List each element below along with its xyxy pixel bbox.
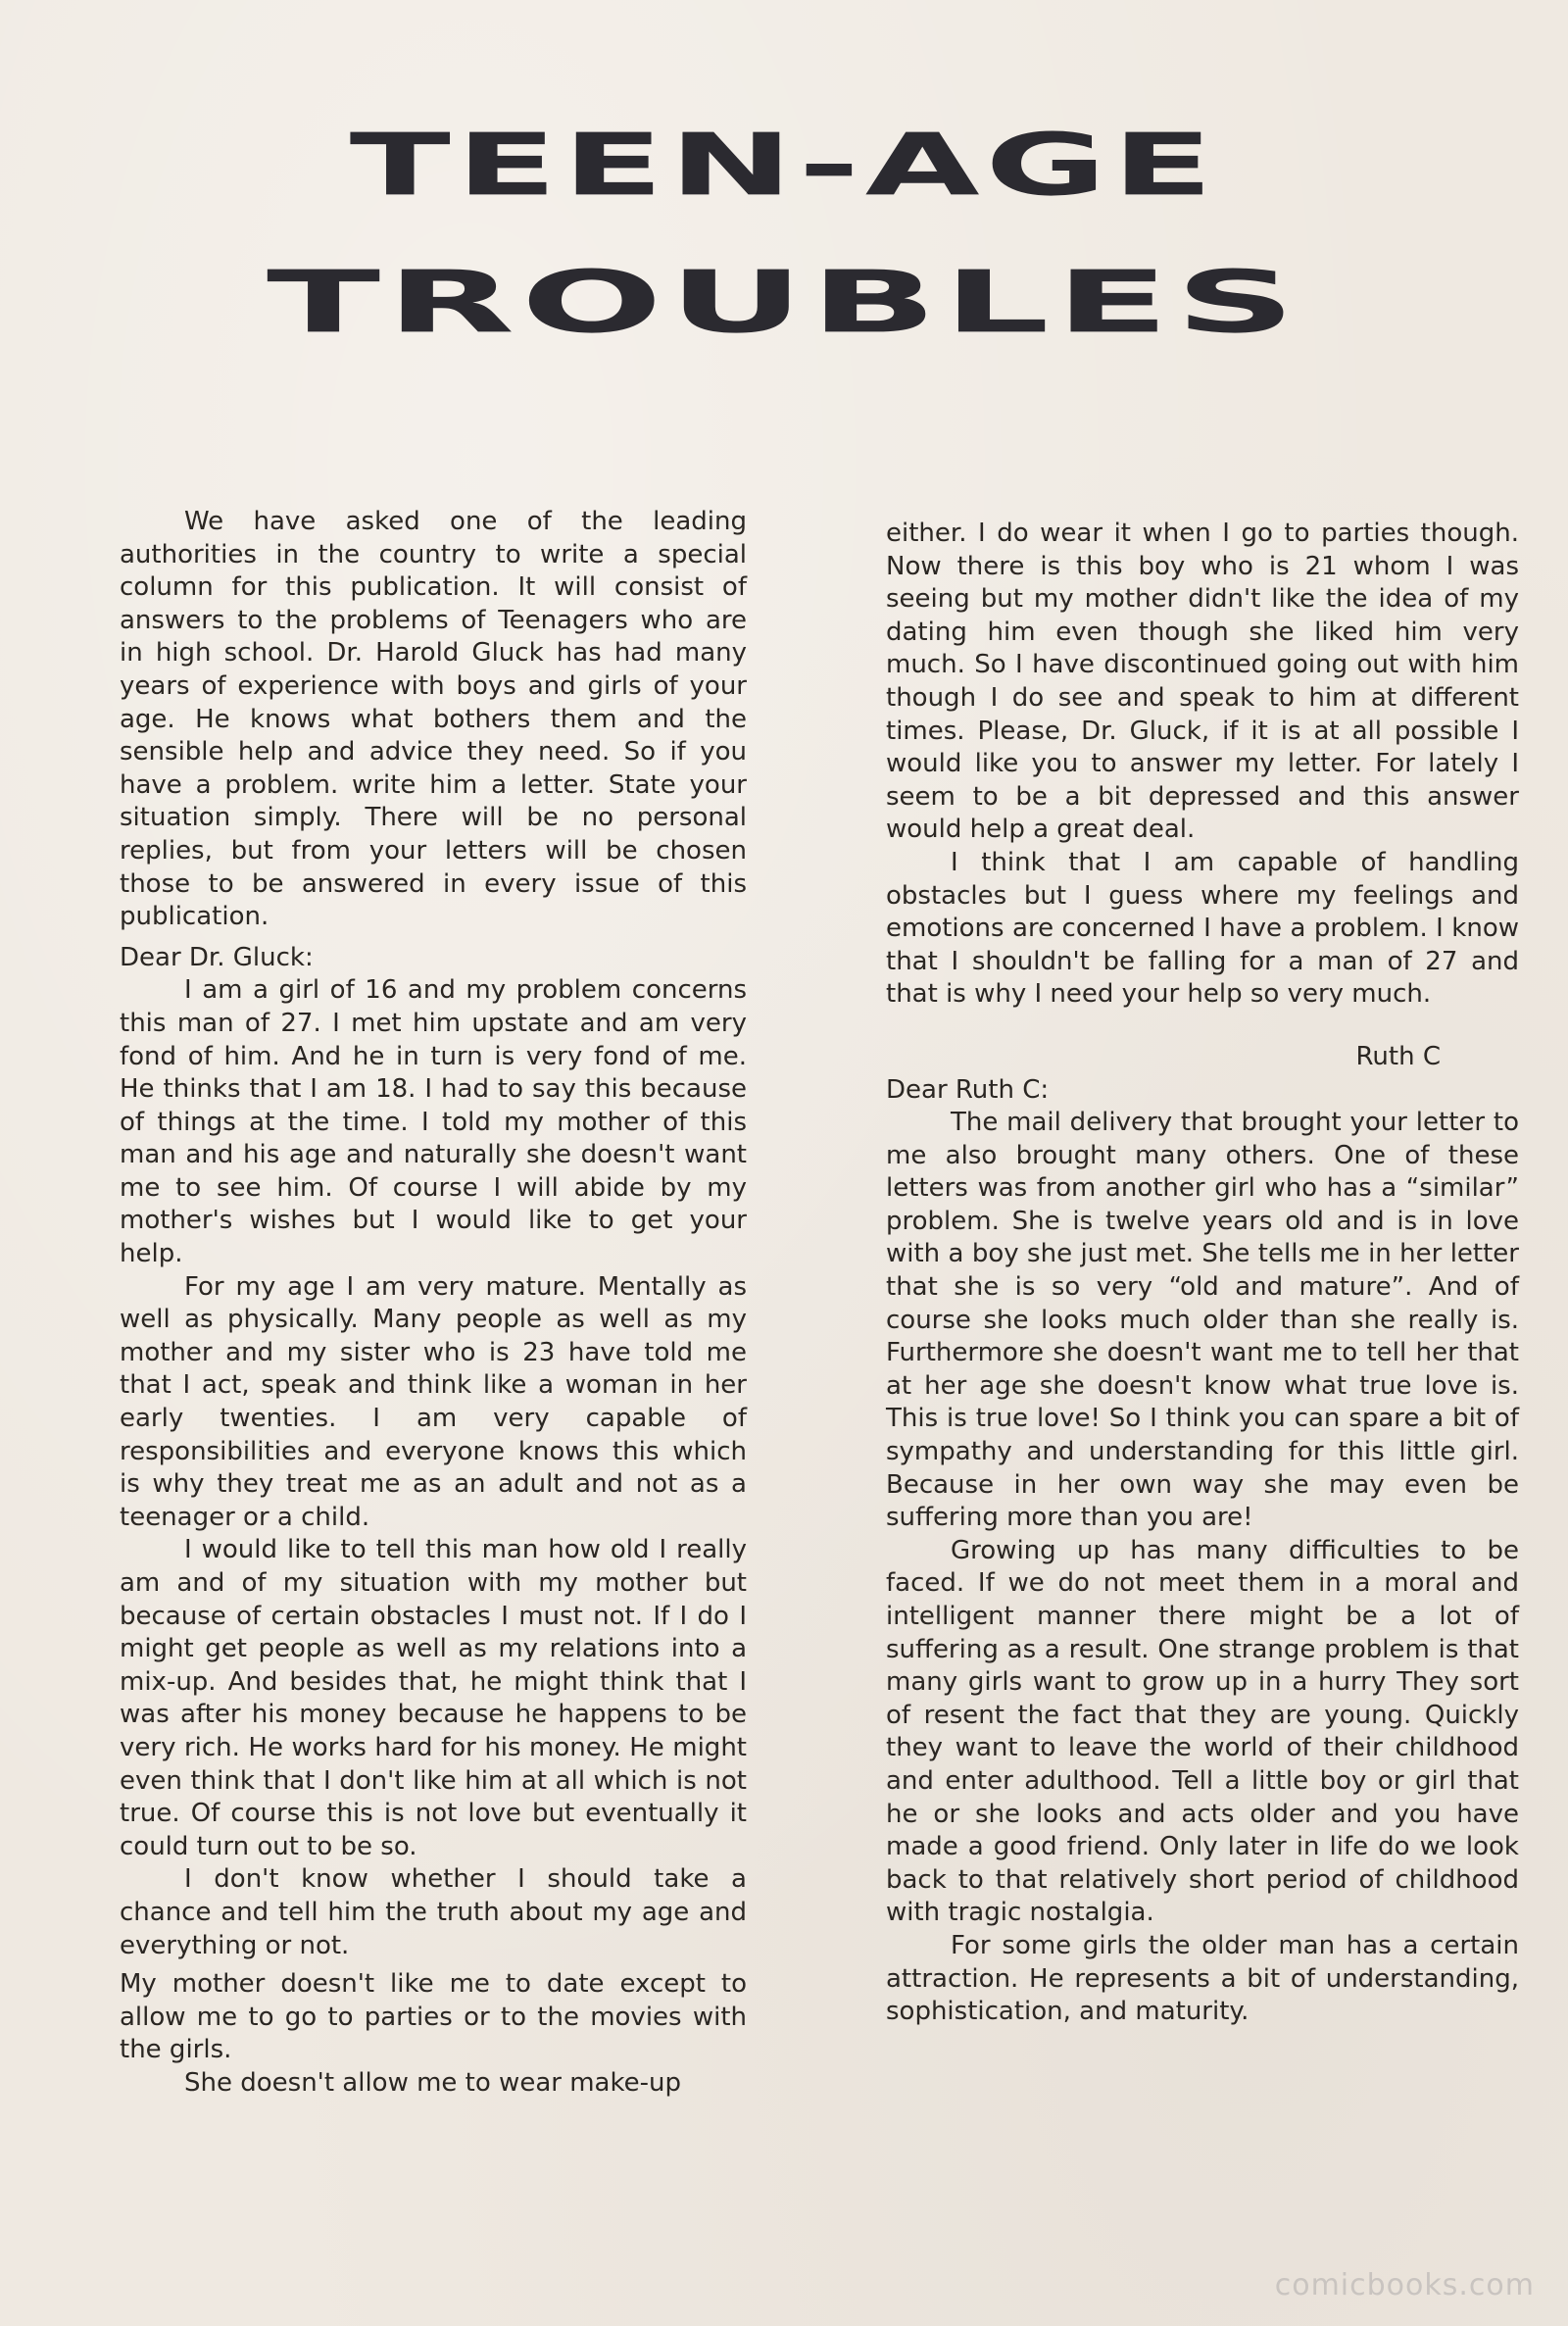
reply-paragraph: The mail delivery that brought your letter to me also brought many others. One of these letters was from another girl who has a “similar” problem. She is twelve years old and is in love with a boy she just met. She tells me in her letter that she is so very “old and mature”. And of course she looks much older than she really is. Furthermore she doesn't want me to tell her that at her age she doesn't know what true love is. This is true love! So I think you can spare a bit of sympathy and understanding for this little girl. Because in her own way she may even be suffering more than you are! [886, 1108, 1519, 1533]
letter-paragraph: I would like to tell this man how old I really am and of my situation with my mother but because of certain obstacles I must not. If I do I might get people as well as my relations into a mix-up. And besides that, he might think that I was after his money because he happens to be very rich. He works hard for his money. He might even think that I don't like him at all which is not true. Of course this is not love but eventually it could turn out to be so. [120, 1535, 747, 1861]
letter-paragraph: I don't know whether I should take a chance and tell him the truth about my age and everything or not. [120, 1864, 747, 1960]
left-column [120, 506, 747, 2101]
reply-salutation: Dear Ruth C: [886, 1074, 1050, 1105]
letter-signature: Ruth C [1355, 1041, 1441, 1071]
letter-paragraph: I think that I am capable of handling obstacles but I guess where my feelings and emotions are concerned I have a problem. I know that I shouldn't be falling for a man of 27 and that is why I need your help so very much. [886, 847, 1519, 1010]
letter-paragraph: either. I do wear it when I go to parties though. Now there is this boy who is 21 whom I was seeing but my mother didn't like the idea of my dating him even though she liked him very much. So I have discontinued going out with him though I do see and speak to him at different times. Please, Dr. Gluck, if it is at all possible I would like you to answer my letter. For lately I seem to be a bit depressed and this answer would help a great deal. [886, 519, 1519, 845]
right-column [886, 518, 1519, 2029]
reply-paragraph: Growing up has many difficulties to be faced. If we do not meet them in a moral and intelligent manner there might be a lot of suffering as a result. One strange problem is that many girls want to grow up in a hurry They sort of resent the fact that they are young. Quickly they want to leave the world of their childhood and enter adulthood. Tell a little boy or girl that he or she looks and acts older and you have made a good friend. Only later in life do we look back to that relatively short period of childhood with tragic nostalgia. [886, 1535, 1519, 1928]
letter-paragraph: My mother doesn't like me to date except to allow me to go to parties or to the movies with the girls. [120, 1969, 747, 2065]
letter-paragraph: I am a girl of 16 and my problem concerns this man of 27. I met him upstate and am very fond of him. And he in turn is very fond of me. He thinks that I am 18. I had to say this because of things at the time. I told my mother of this man and his age and naturally she doesn't want me to see him. Of course I will abide by my mother's wishes but I would like to get your help. [120, 975, 747, 1269]
intro-paragraph: We have asked one of the leading authorities in the country to write a special column for this publication. It will consist of answers to the problems of Teenagers who are in high school. Dr. Harold Gluck has had many years of experience with boys and girls of your age. He knows what bothers them and the sensible help and advice they need. So if you have a problem. write him a letter. State your situation simply. There will be no personal replies, but from your letters will be chosen those to be answered in every issue of this publication. [120, 507, 747, 932]
letter-salutation: Dear Dr. Gluck: [120, 942, 314, 972]
page-title-line-1: TEEN-AGE [349, 116, 1219, 216]
letter-paragraph: She doesn't allow me to wear make-up [184, 2067, 681, 2098]
watermark: comicbooks.com [1274, 2268, 1535, 2302]
page-title-line-2: TROUBLES [267, 253, 1301, 353]
letter-paragraph: For my age I am very mature. Mentally as well as physically. Many people as well as my mother and my sister who is 23 have told me that I act, speak and think like a woman in her early twenties. I am very capable of responsibilities and everyone knows this which is why they treat me as an adult and not as a teenager or a child. [120, 1271, 747, 1532]
reply-paragraph: For some girls the older man has a certain attraction. He represents a bit of understanding, sophistication, and maturity. [886, 1930, 1519, 2027]
